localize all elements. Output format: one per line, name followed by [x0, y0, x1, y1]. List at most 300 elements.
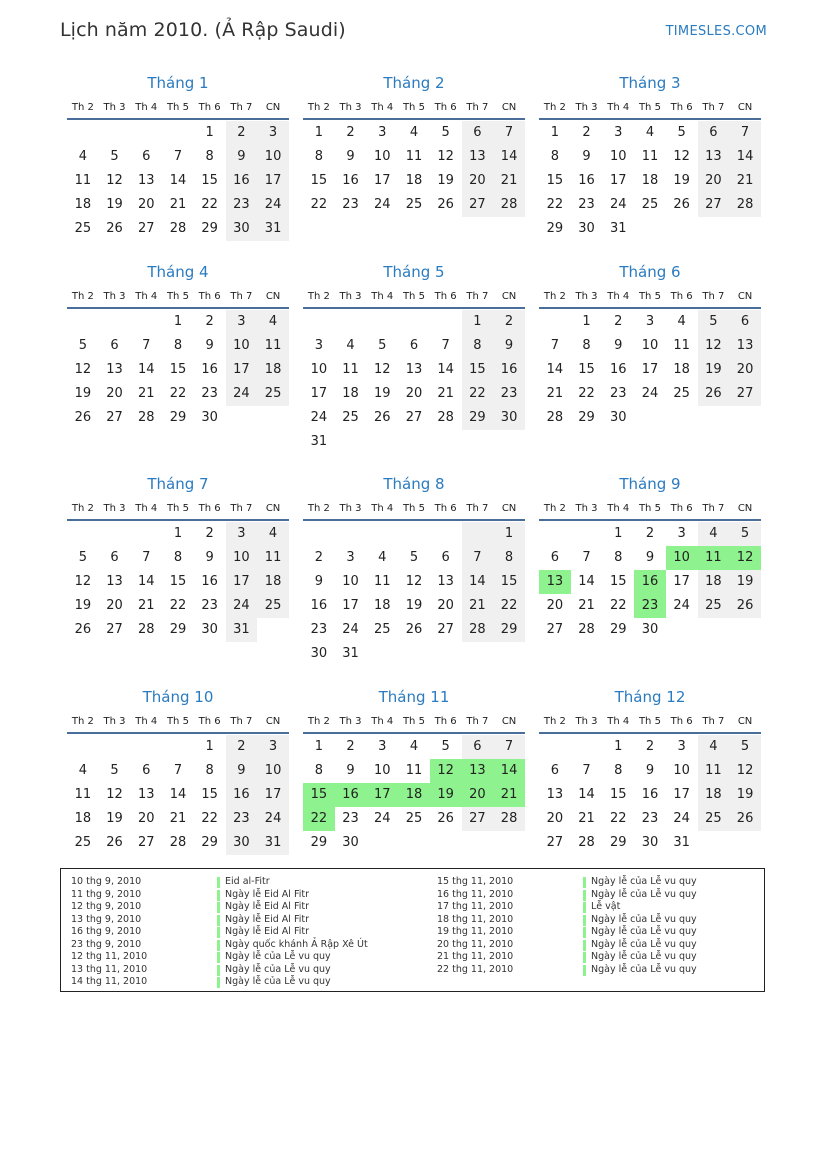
- day-cell[interactable]: 14: [493, 759, 525, 783]
- day-cell[interactable]: 15: [609, 787, 627, 802]
- day-cell[interactable]: 4: [409, 739, 419, 754]
- day-cell[interactable]: 12: [430, 759, 462, 783]
- day-cell[interactable]: 24: [673, 811, 690, 826]
- day-cell[interactable]: 30: [578, 221, 595, 236]
- day-cell[interactable]: 9: [614, 338, 623, 353]
- day-cell[interactable]: 18: [405, 173, 423, 188]
- day-cell[interactable]: 10: [641, 338, 659, 353]
- day-cell[interactable]: 11: [342, 362, 359, 377]
- day-cell[interactable]: 23: [226, 193, 258, 217]
- day-cell[interactable]: 8: [582, 338, 591, 353]
- day-cell[interactable]: 30: [342, 835, 359, 850]
- day-cell[interactable]: 4: [409, 125, 419, 140]
- day-cell[interactable]: 22: [609, 598, 627, 613]
- day-cell[interactable]: 5: [441, 125, 450, 140]
- day-cell[interactable]: 14: [729, 145, 761, 169]
- day-cell[interactable]: 7: [142, 550, 151, 565]
- day-cell[interactable]: 7: [173, 149, 183, 164]
- day-cell[interactable]: 6: [110, 550, 119, 565]
- day-cell[interactable]: 22: [609, 811, 627, 826]
- day-cell[interactable]: 16: [609, 362, 627, 377]
- day-cell[interactable]: 11: [373, 574, 391, 589]
- day-cell[interactable]: 31: [257, 217, 289, 241]
- day-cell[interactable]: 10: [673, 763, 690, 778]
- day-cell[interactable]: 18: [698, 783, 730, 807]
- day-cell[interactable]: 3: [677, 739, 686, 754]
- day-cell[interactable]: 12: [729, 546, 761, 570]
- day-cell[interactable]: 8: [550, 149, 559, 164]
- day-cell[interactable]: 24: [373, 811, 391, 826]
- day-cell[interactable]: 9: [226, 759, 258, 783]
- day-cell[interactable]: 25: [698, 594, 730, 618]
- day-cell[interactable]: 24: [310, 410, 328, 425]
- day-cell[interactable]: 10: [257, 145, 289, 169]
- day-cell[interactable]: 30: [609, 410, 627, 425]
- day-cell[interactable]: 5: [441, 739, 450, 754]
- day-cell[interactable]: 5: [698, 310, 730, 334]
- day-cell[interactable]: 16: [201, 574, 218, 589]
- day-cell[interactable]: 22: [169, 598, 187, 613]
- day-cell[interactable]: 24: [257, 807, 289, 831]
- day-cell[interactable]: 19: [74, 386, 92, 401]
- day-cell[interactable]: 13: [462, 145, 494, 169]
- day-cell[interactable]: 21: [169, 811, 187, 826]
- day-cell[interactable]: 14: [578, 787, 595, 802]
- day-cell[interactable]: 11: [74, 787, 92, 802]
- day-cell[interactable]: 25: [74, 835, 92, 850]
- day-cell[interactable]: 3: [226, 522, 258, 546]
- day-cell[interactable]: 25: [405, 197, 423, 212]
- day-cell[interactable]: 31: [257, 831, 289, 855]
- day-cell[interactable]: 22: [169, 386, 187, 401]
- day-cell[interactable]: 21: [493, 783, 525, 807]
- day-cell[interactable]: 12: [106, 787, 123, 802]
- day-cell[interactable]: 23: [609, 386, 627, 401]
- day-cell[interactable]: 6: [698, 121, 730, 145]
- day-cell[interactable]: 2: [645, 526, 655, 541]
- day-cell[interactable]: 16: [641, 787, 659, 802]
- day-cell[interactable]: 28: [729, 193, 761, 217]
- day-cell[interactable]: 10: [666, 546, 698, 570]
- day-cell[interactable]: 2: [314, 550, 323, 565]
- day-cell[interactable]: 29: [310, 835, 328, 850]
- day-cell[interactable]: 26: [405, 622, 423, 637]
- day-cell[interactable]: 22: [493, 594, 525, 618]
- day-cell[interactable]: 23: [641, 811, 659, 826]
- day-cell[interactable]: 26: [106, 835, 123, 850]
- day-cell[interactable]: 24: [226, 594, 258, 618]
- day-cell[interactable]: 7: [582, 550, 591, 565]
- day-cell[interactable]: 9: [346, 763, 355, 778]
- day-cell[interactable]: 28: [493, 193, 525, 217]
- day-cell[interactable]: 29: [169, 622, 187, 637]
- day-cell[interactable]: 30: [310, 646, 328, 661]
- day-cell[interactable]: 31: [342, 646, 359, 661]
- day-cell[interactable]: 3: [257, 735, 289, 759]
- day-cell[interactable]: 17: [673, 787, 690, 802]
- day-cell[interactable]: 11: [698, 759, 730, 783]
- day-cell[interactable]: 13: [106, 574, 123, 589]
- day-cell[interactable]: 12: [698, 334, 730, 358]
- day-cell[interactable]: 22: [546, 197, 564, 212]
- day-cell[interactable]: 4: [78, 149, 87, 164]
- day-cell[interactable]: 27: [729, 382, 761, 406]
- day-cell[interactable]: 1: [582, 314, 591, 329]
- day-cell[interactable]: 19: [430, 783, 462, 807]
- day-cell[interactable]: 3: [314, 338, 323, 353]
- day-cell[interactable]: 16: [634, 570, 666, 594]
- day-cell[interactable]: 8: [314, 763, 323, 778]
- day-cell[interactable]: 15: [578, 362, 595, 377]
- day-cell[interactable]: 27: [106, 410, 123, 425]
- day-cell[interactable]: 1: [173, 526, 183, 541]
- day-cell[interactable]: 3: [378, 739, 387, 754]
- day-cell[interactable]: 2: [493, 310, 525, 334]
- day-cell[interactable]: 14: [493, 145, 525, 169]
- day-cell[interactable]: 13: [137, 173, 155, 188]
- day-cell[interactable]: 18: [398, 783, 430, 807]
- day-cell[interactable]: 28: [137, 410, 155, 425]
- day-cell[interactable]: 26: [673, 197, 690, 212]
- day-cell[interactable]: 1: [173, 314, 183, 329]
- day-cell[interactable]: 19: [373, 386, 391, 401]
- day-cell[interactable]: 30: [226, 831, 258, 855]
- day-cell[interactable]: 2: [614, 314, 623, 329]
- day-cell[interactable]: 24: [257, 193, 289, 217]
- day-cell[interactable]: 27: [437, 622, 454, 637]
- day-cell[interactable]: 29: [578, 410, 595, 425]
- day-cell[interactable]: 4: [698, 735, 730, 759]
- day-cell[interactable]: 20: [137, 811, 155, 826]
- day-cell[interactable]: 22: [303, 807, 335, 831]
- day-cell[interactable]: 24: [641, 386, 659, 401]
- day-cell[interactable]: 9: [226, 145, 258, 169]
- day-cell[interactable]: 15: [303, 783, 335, 807]
- day-cell[interactable]: 29: [546, 221, 564, 236]
- day-cell[interactable]: 20: [106, 598, 123, 613]
- day-cell[interactable]: 5: [78, 338, 87, 353]
- day-cell[interactable]: 18: [342, 386, 359, 401]
- day-cell[interactable]: 9: [582, 149, 591, 164]
- day-cell[interactable]: 12: [437, 149, 454, 164]
- day-cell[interactable]: 8: [614, 550, 623, 565]
- day-cell[interactable]: 10: [609, 149, 627, 164]
- day-cell[interactable]: 23: [342, 811, 359, 826]
- day-cell[interactable]: 31: [226, 618, 258, 642]
- day-cell[interactable]: 29: [169, 410, 187, 425]
- day-cell[interactable]: 3: [257, 121, 289, 145]
- day-cell[interactable]: 2: [582, 125, 591, 140]
- day-cell[interactable]: 20: [137, 197, 155, 212]
- day-cell[interactable]: 30: [641, 622, 659, 637]
- day-cell[interactable]: 28: [169, 221, 187, 236]
- day-cell[interactable]: 19: [106, 197, 123, 212]
- day-cell[interactable]: 23: [310, 622, 328, 637]
- day-cell[interactable]: 27: [106, 622, 123, 637]
- day-cell[interactable]: 29: [201, 835, 218, 850]
- day-cell[interactable]: 24: [226, 382, 258, 406]
- day-cell[interactable]: 6: [142, 149, 151, 164]
- day-cell[interactable]: 21: [137, 598, 155, 613]
- day-cell[interactable]: 17: [342, 598, 359, 613]
- day-cell[interactable]: 13: [437, 574, 454, 589]
- day-cell[interactable]: 3: [378, 125, 387, 140]
- day-cell[interactable]: 6: [441, 550, 450, 565]
- day-cell[interactable]: 30: [493, 406, 525, 430]
- day-cell[interactable]: 13: [729, 334, 761, 358]
- day-cell[interactable]: 9: [493, 334, 525, 358]
- day-cell[interactable]: 24: [342, 622, 359, 637]
- day-cell[interactable]: 17: [257, 169, 289, 193]
- day-cell[interactable]: 27: [462, 807, 494, 831]
- day-cell[interactable]: 14: [169, 787, 187, 802]
- day-cell[interactable]: 3: [346, 550, 355, 565]
- day-cell[interactable]: 6: [550, 550, 559, 565]
- day-cell[interactable]: 11: [698, 546, 730, 570]
- day-cell[interactable]: 22: [462, 382, 494, 406]
- day-cell[interactable]: 1: [314, 125, 323, 140]
- day-cell[interactable]: 7: [582, 763, 591, 778]
- day-cell[interactable]: 19: [437, 173, 454, 188]
- day-cell[interactable]: 9: [346, 149, 355, 164]
- day-cell[interactable]: 23: [634, 594, 666, 618]
- day-cell[interactable]: 28: [462, 618, 494, 642]
- day-cell[interactable]: 13: [546, 787, 564, 802]
- day-cell[interactable]: 8: [173, 550, 183, 565]
- day-cell[interactable]: 6: [462, 735, 494, 759]
- day-cell[interactable]: 20: [698, 169, 730, 193]
- day-cell[interactable]: 19: [405, 598, 423, 613]
- day-cell[interactable]: 1: [550, 125, 559, 140]
- day-cell[interactable]: 7: [729, 121, 761, 145]
- day-cell[interactable]: 14: [169, 173, 187, 188]
- day-cell[interactable]: 11: [405, 149, 423, 164]
- day-cell[interactable]: 27: [698, 193, 730, 217]
- day-cell[interactable]: 21: [578, 811, 595, 826]
- day-cell[interactable]: 5: [729, 522, 761, 546]
- day-cell[interactable]: 21: [729, 169, 761, 193]
- day-cell[interactable]: 6: [110, 338, 119, 353]
- day-cell[interactable]: 7: [142, 338, 151, 353]
- day-cell[interactable]: 12: [74, 362, 92, 377]
- day-cell[interactable]: 29: [609, 622, 627, 637]
- day-cell[interactable]: 26: [74, 622, 92, 637]
- day-cell[interactable]: 12: [74, 574, 92, 589]
- day-cell[interactable]: 20: [437, 598, 454, 613]
- day-cell[interactable]: 19: [106, 811, 123, 826]
- day-cell[interactable]: 20: [106, 386, 123, 401]
- day-cell[interactable]: 10: [373, 149, 391, 164]
- day-cell[interactable]: 26: [729, 594, 761, 618]
- day-cell[interactable]: 21: [169, 197, 187, 212]
- day-cell[interactable]: 14: [462, 570, 494, 594]
- day-cell[interactable]: 27: [546, 835, 564, 850]
- day-cell[interactable]: 13: [137, 787, 155, 802]
- day-cell[interactable]: 18: [74, 811, 92, 826]
- day-cell[interactable]: 20: [729, 358, 761, 382]
- day-cell[interactable]: 21: [493, 169, 525, 193]
- day-cell[interactable]: 25: [257, 594, 289, 618]
- day-cell[interactable]: 19: [729, 570, 761, 594]
- day-cell[interactable]: 19: [673, 173, 690, 188]
- day-cell[interactable]: 15: [169, 574, 187, 589]
- day-cell[interactable]: 18: [257, 358, 289, 382]
- day-cell[interactable]: 2: [205, 526, 214, 541]
- day-cell[interactable]: 17: [673, 574, 690, 589]
- day-cell[interactable]: 25: [405, 811, 423, 826]
- day-cell[interactable]: 27: [462, 193, 494, 217]
- day-cell[interactable]: 4: [645, 125, 655, 140]
- day-cell[interactable]: 27: [405, 410, 423, 425]
- day-cell[interactable]: 2: [645, 739, 655, 754]
- day-cell[interactable]: 26: [437, 197, 454, 212]
- day-cell[interactable]: 26: [729, 807, 761, 831]
- day-cell[interactable]: 25: [641, 197, 659, 212]
- day-cell[interactable]: 1: [462, 310, 494, 334]
- day-cell[interactable]: 15: [546, 173, 564, 188]
- day-cell[interactable]: 15: [201, 173, 218, 188]
- day-cell[interactable]: 13: [462, 759, 494, 783]
- day-cell[interactable]: 22: [201, 811, 218, 826]
- day-cell[interactable]: 13: [405, 362, 423, 377]
- brand-link[interactable]: TIMESLES.COM: [665, 24, 767, 39]
- day-cell[interactable]: 5: [110, 149, 119, 164]
- day-cell[interactable]: 16: [335, 783, 367, 807]
- day-cell[interactable]: 19: [698, 358, 730, 382]
- day-cell[interactable]: 15: [493, 570, 525, 594]
- day-cell[interactable]: 13: [539, 570, 571, 594]
- day-cell[interactable]: 21: [462, 594, 494, 618]
- day-cell[interactable]: 11: [405, 763, 423, 778]
- day-cell[interactable]: 25: [342, 410, 359, 425]
- day-cell[interactable]: 7: [550, 338, 559, 353]
- day-cell[interactable]: 23: [201, 598, 218, 613]
- day-cell[interactable]: 30: [226, 217, 258, 241]
- day-cell[interactable]: 8: [314, 149, 323, 164]
- day-cell[interactable]: 5: [409, 550, 419, 565]
- day-cell[interactable]: 12: [106, 173, 123, 188]
- day-cell[interactable]: 29: [201, 221, 218, 236]
- day-cell[interactable]: 10: [257, 759, 289, 783]
- day-cell[interactable]: 11: [673, 338, 690, 353]
- day-cell[interactable]: 1: [205, 125, 214, 140]
- day-cell[interactable]: 13: [698, 145, 730, 169]
- day-cell[interactable]: 23: [342, 197, 359, 212]
- day-cell[interactable]: 2: [205, 314, 214, 329]
- day-cell[interactable]: 7: [493, 735, 525, 759]
- day-cell[interactable]: 9: [205, 550, 214, 565]
- day-cell[interactable]: 8: [493, 546, 525, 570]
- day-cell[interactable]: 2: [226, 121, 258, 145]
- day-cell[interactable]: 15: [462, 358, 494, 382]
- day-cell[interactable]: 3: [226, 310, 258, 334]
- day-cell[interactable]: 13: [106, 362, 123, 377]
- day-cell[interactable]: 20: [405, 386, 423, 401]
- day-cell[interactable]: 18: [673, 362, 690, 377]
- day-cell[interactable]: 5: [378, 338, 387, 353]
- day-cell[interactable]: 17: [226, 570, 258, 594]
- day-cell[interactable]: 31: [310, 434, 328, 449]
- day-cell[interactable]: 11: [257, 334, 289, 358]
- day-cell[interactable]: 10: [226, 334, 258, 358]
- day-cell[interactable]: 5: [729, 735, 761, 759]
- day-cell[interactable]: 20: [546, 811, 564, 826]
- day-cell[interactable]: 18: [373, 598, 391, 613]
- day-cell[interactable]: 16: [578, 173, 595, 188]
- day-cell[interactable]: 19: [729, 783, 761, 807]
- day-cell[interactable]: 8: [205, 149, 214, 164]
- day-cell[interactable]: 22: [310, 197, 328, 212]
- day-cell[interactable]: 4: [677, 314, 686, 329]
- day-cell[interactable]: 30: [641, 835, 659, 850]
- day-cell[interactable]: 25: [698, 807, 730, 831]
- day-cell[interactable]: 6: [409, 338, 419, 353]
- day-cell[interactable]: 16: [342, 173, 359, 188]
- day-cell[interactable]: 21: [578, 598, 595, 613]
- day-cell[interactable]: 26: [74, 410, 92, 425]
- day-cell[interactable]: 17: [257, 783, 289, 807]
- day-cell[interactable]: 27: [137, 221, 155, 236]
- day-cell[interactable]: 15: [169, 362, 187, 377]
- day-cell[interactable]: 23: [493, 382, 525, 406]
- day-cell[interactable]: 26: [106, 221, 123, 236]
- day-cell[interactable]: 30: [201, 410, 218, 425]
- day-cell[interactable]: 4: [346, 338, 355, 353]
- day-cell[interactable]: 31: [673, 835, 690, 850]
- day-cell[interactable]: 9: [645, 550, 655, 565]
- day-cell[interactable]: 12: [673, 149, 690, 164]
- day-cell[interactable]: 1: [614, 739, 623, 754]
- day-cell[interactable]: 29: [493, 618, 525, 642]
- day-cell[interactable]: 18: [257, 570, 289, 594]
- day-cell[interactable]: 7: [493, 121, 525, 145]
- day-cell[interactable]: 10: [226, 546, 258, 570]
- day-cell[interactable]: 21: [137, 386, 155, 401]
- day-cell[interactable]: 2: [346, 739, 355, 754]
- day-cell[interactable]: 8: [614, 763, 623, 778]
- day-cell[interactable]: 2: [346, 125, 355, 140]
- day-cell[interactable]: 22: [578, 386, 595, 401]
- day-cell[interactable]: 17: [366, 783, 398, 807]
- day-cell[interactable]: 7: [462, 546, 494, 570]
- day-cell[interactable]: 4: [78, 763, 87, 778]
- day-cell[interactable]: 30: [201, 622, 218, 637]
- day-cell[interactable]: 18: [74, 197, 92, 212]
- day-cell[interactable]: 3: [614, 125, 623, 140]
- day-cell[interactable]: 11: [74, 173, 92, 188]
- day-cell[interactable]: 12: [729, 759, 761, 783]
- day-cell[interactable]: 10: [310, 362, 328, 377]
- day-cell[interactable]: 2: [226, 735, 258, 759]
- day-cell[interactable]: 6: [550, 763, 559, 778]
- day-cell[interactable]: 25: [673, 386, 690, 401]
- day-cell[interactable]: 28: [578, 835, 595, 850]
- day-cell[interactable]: 9: [645, 763, 655, 778]
- day-cell[interactable]: 27: [546, 622, 564, 637]
- day-cell[interactable]: 26: [437, 811, 454, 826]
- day-cell[interactable]: 14: [137, 362, 155, 377]
- day-cell[interactable]: 23: [578, 197, 595, 212]
- day-cell[interactable]: 28: [437, 410, 454, 425]
- day-cell[interactable]: 23: [201, 386, 218, 401]
- day-cell[interactable]: 15: [201, 787, 218, 802]
- day-cell[interactable]: 24: [673, 598, 690, 613]
- day-cell[interactable]: 1: [205, 739, 214, 754]
- day-cell[interactable]: 18: [698, 570, 730, 594]
- day-cell[interactable]: 14: [546, 362, 564, 377]
- day-cell[interactable]: 24: [609, 197, 627, 212]
- day-cell[interactable]: 3: [677, 526, 686, 541]
